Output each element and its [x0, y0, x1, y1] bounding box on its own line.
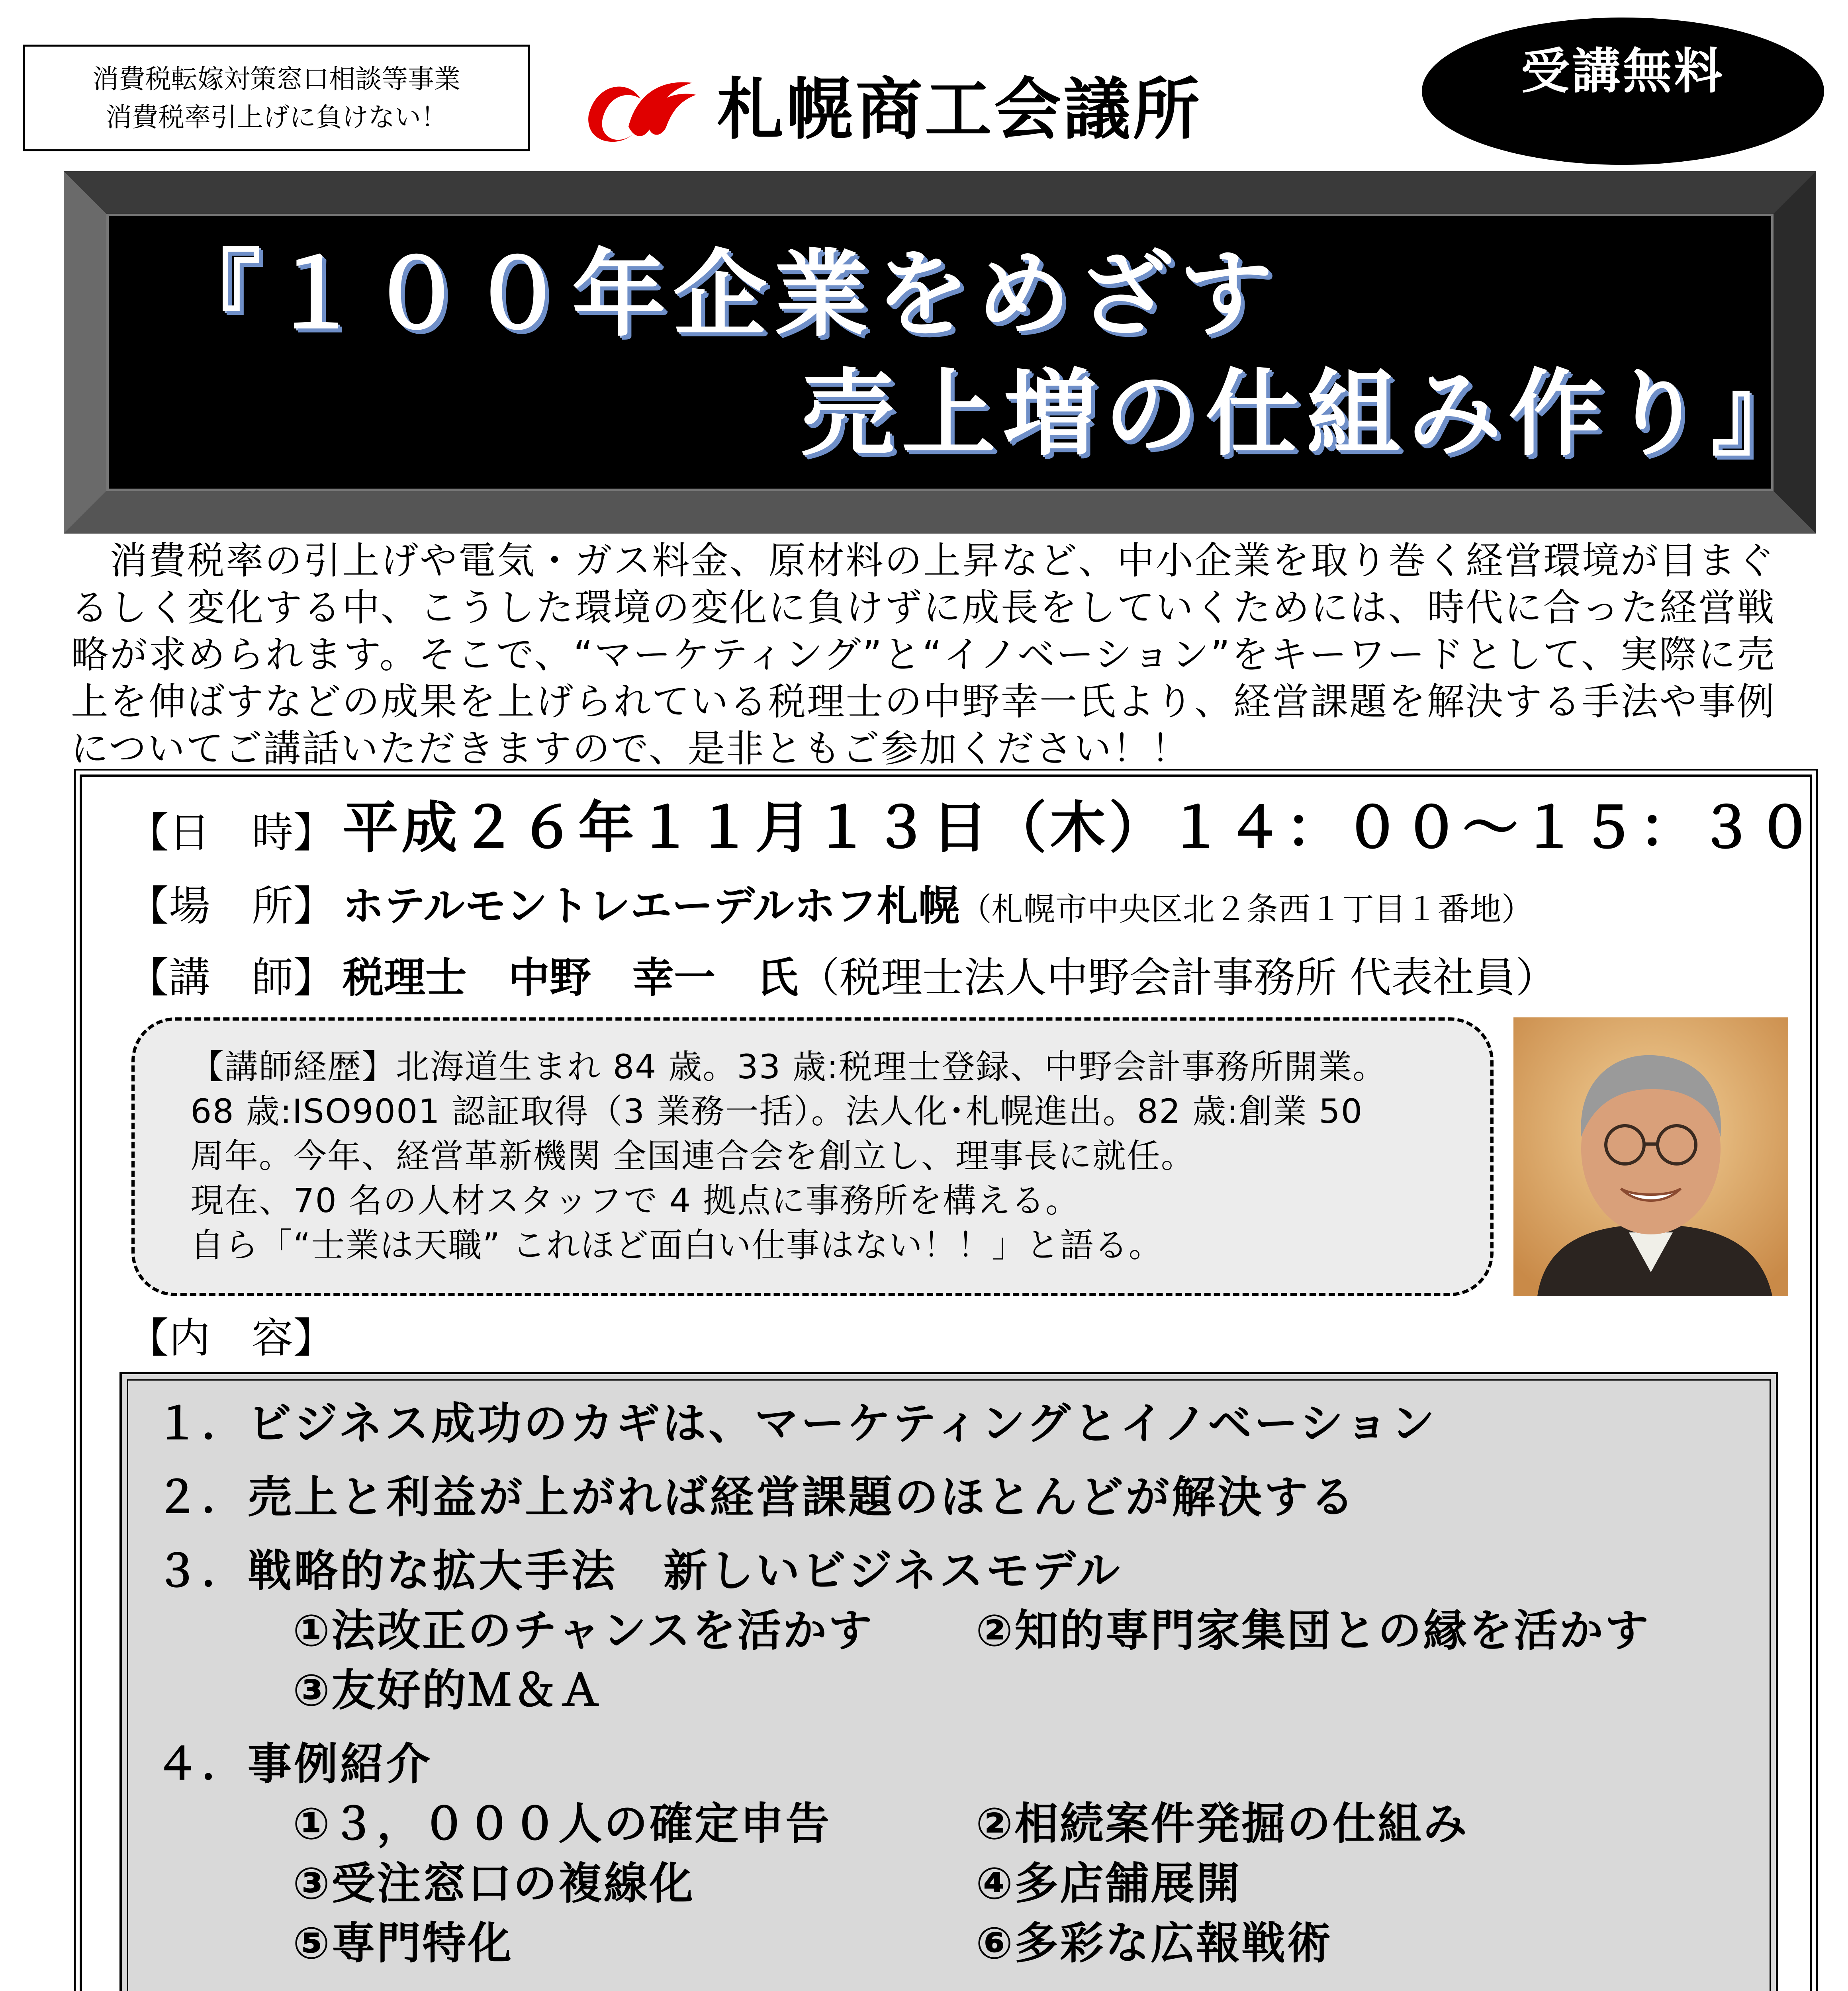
chamber-logo-icon: [581, 67, 700, 151]
content-item-4-sub-4: ④多店舗展開: [976, 1858, 1242, 1909]
career-line: 68 歳:ISO9001 認証取得（3 業務一括）。法人化･札幌進出。82 歳:創業 50: [190, 1092, 1363, 1131]
content-item-1: １．ビジネス成功のカギは、マーケティングとイノベーション: [155, 1398, 1437, 1449]
header-note-line1: 消費税転嫁対策窓口相談等事業: [92, 64, 460, 94]
organization-name: 札幌商工会議所: [717, 70, 1202, 149]
place-row: [127, 876, 1533, 939]
date-value: 平成２６年１１月１３日（木）１４：００～１５：３０: [343, 796, 1817, 861]
speaker-photo: [1513, 1017, 1788, 1296]
content-item-3-sub-1: ①法改正のチャンスを活かす: [293, 1605, 874, 1656]
speaker-name: 税理士 中野 幸一: [343, 953, 716, 1002]
place-value: ホテルモントレエーデルホフ札幌: [343, 882, 960, 930]
content-item-5: [155, 1987, 664, 1991]
career-line: 現在、70 名の人材スタッフで 4 拠点に事務所を構える。: [190, 1181, 1080, 1220]
place-label: 【場 所】: [127, 882, 335, 930]
title-banner-frame: [64, 171, 1816, 534]
content-item-3-sub-3: ③友好的Ｍ＆Ａ: [293, 1665, 604, 1716]
content-item-4: ４．事例紹介: [155, 1739, 433, 1790]
career-line: 【講師経歴】北海道生まれ 84 歳。33 歳:税理士登録、中野会計事務所開業。: [190, 1047, 1387, 1086]
content-item-4-sub-5: ⑤専門特化: [293, 1918, 513, 1969]
intro-paragraph: 消費税率の引上げや電気・ガス料金、原材料の上昇など、中小企業を取り巻く経営環境が目まぐるしく変化する中、こうした環境の変化に負けずに成長をしていくためには、時代に合った経営戦略が求められます。そこで、“マーケティング”と“イノベーション”をキーワードとして、実際に売上を伸ばすなどの成果を上げられている税理士の中野幸一氏より、経営課題を解決する手法や事例についてご講話いただきますので、是非ともご参加ください！！: [71, 539, 1776, 771]
career-line: 周年。今年、経営革新機関 全国連合会を創立し、理事長に就任。: [190, 1136, 1195, 1175]
header-note-line2: 消費税率引上げに負けない！: [106, 102, 447, 133]
free-admission-text: 受講無料: [1521, 43, 1725, 100]
content-item-4-sub-2: ②相続案件発掘の仕組み: [976, 1798, 1469, 1849]
title-line-1: 『１００年企業をめざす: [167, 240, 1280, 349]
free-admission-badge: [1422, 18, 1824, 165]
content-item-3-sub-2: ②知的専門家集団との縁を活かす: [976, 1605, 1650, 1656]
speaker-career-box: [131, 1017, 1494, 1296]
speaker-label: 【講 師】: [127, 953, 335, 1002]
title-line-2: 売上増の仕組み作り』: [801, 359, 1813, 469]
content-label: 【内 容】: [127, 1314, 335, 1362]
content-item-4-sub-6: ⑥多彩な広報戦術: [976, 1918, 1333, 1969]
place-address: （札幌市中央区北２条西１丁目１番地）: [959, 891, 1533, 928]
date-label: 【日 時】: [127, 808, 335, 857]
content-item-4-sub-1: ①３，０００人の確定申告: [293, 1798, 831, 1849]
speaker-row: [127, 948, 1557, 1007]
content-item-2: ２．売上と利益が上がれば経営課題のほとんどが解決する: [155, 1472, 1357, 1523]
header-note-box: [23, 45, 530, 151]
content-item-3: ３．戦略的な拡大手法 新しいビジネスモデル: [155, 1545, 1122, 1596]
career-line: 自ら「“士業は天職” これほど面白い仕事はない！！」と語る。: [190, 1226, 1163, 1265]
speaker-honorific: 氏: [757, 953, 799, 1002]
date-row: [127, 798, 1816, 863]
content-item-4-sub-3: ③受注窓口の複線化: [293, 1858, 695, 1909]
speaker-affiliation: （税理士法人中野会計事務所 代表社員）: [798, 953, 1557, 1002]
